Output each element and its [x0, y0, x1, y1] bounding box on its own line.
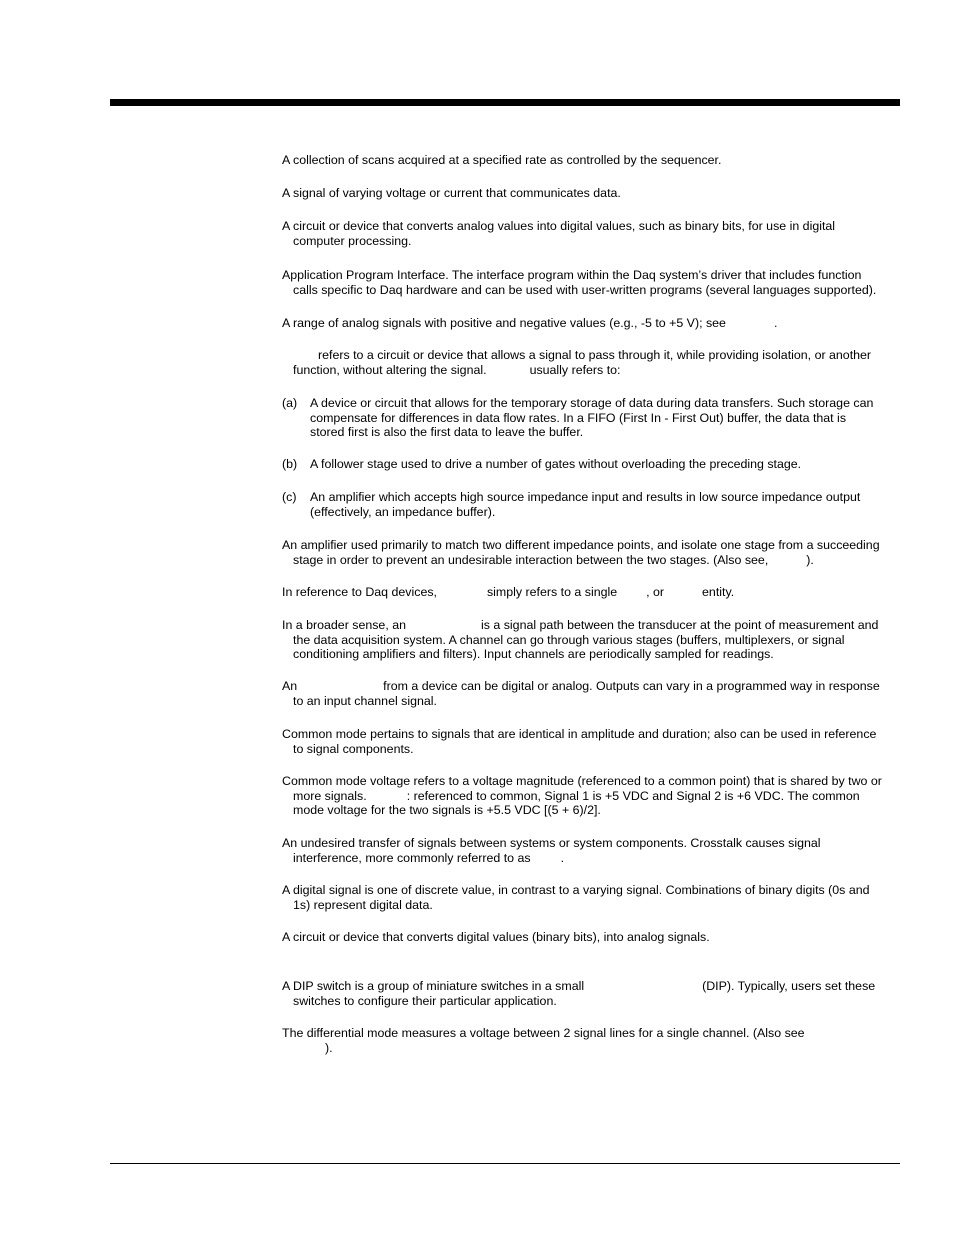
entry-text: . — [560, 850, 565, 865]
glossary-entry-crosstalk — [282, 836, 892, 865]
entry-text: stored first is also the first data to leave the buffer. — [310, 425, 584, 439]
glossary-entry-buffer — [282, 348, 892, 377]
entry-text: A signal of varying voltage or current that communicates data. — [282, 186, 621, 200]
entry-text-cont: the data acquisition system. A channel can go through various stages (buffers, multiplexers, or signal — [293, 632, 845, 647]
glossary-entry-analog — [282, 186, 892, 201]
entry-text-cont — [282, 789, 892, 804]
entry-text: Common mode pertains to signals that are identical in amplitude and duration; also can be used in reference — [282, 727, 877, 741]
subentry-label: (a) — [282, 396, 298, 410]
entry-text: entity. — [702, 585, 735, 599]
entry-text-cont: computer processing. — [293, 233, 412, 248]
glossary-entry-buffer-amplifier — [282, 538, 892, 567]
entry-text: In a broader sense, an — [282, 618, 406, 632]
entry-text: A follower stage used to drive a number of gates without overloading the preceding stage. — [310, 457, 802, 471]
entry-text: A circuit or device that converts analog values into digital values, such as binary bits, for use in digital — [282, 219, 836, 233]
glossary-entry-bipolar — [282, 316, 892, 331]
entry-text: ). — [806, 552, 814, 567]
entry-text: The differential mode measures a voltage between 2 signal lines for a single channel. (Also see — [282, 1026, 805, 1040]
entry-text: In reference to Daq devices, — [282, 585, 437, 599]
entry-text-cont: 1s) represent digital data. — [293, 897, 433, 912]
entry-text-cont: switches to configure their particular application. — [293, 993, 557, 1008]
entry-text: A device or circuit that allows for the temporary storage of data during data transfers. Such storage can — [310, 396, 874, 410]
entry-text: usually refers to: — [529, 362, 621, 377]
entry-text: Application Program Interface. The interface program within the Daq system’s driver that includes function — [282, 268, 862, 282]
entry-text-cont — [282, 553, 892, 568]
entry-text-cont: to signal components. — [293, 741, 414, 756]
entry-text: from a device can be digital or analog. Outputs can vary in a programmed way in response — [383, 679, 880, 693]
entry-text: stage in order to prevent an undesirable interaction between the two stages. (Also see, — [293, 552, 769, 567]
entry-text: , or — [646, 585, 665, 599]
entry-text: A DIP switch is a group of miniature switches in a small — [282, 979, 585, 993]
glossary-entry-channel — [282, 585, 892, 600]
entry-text: . — [773, 316, 778, 330]
glossary-entry-common-mode — [282, 727, 892, 756]
glossary-entry-adc — [282, 219, 892, 248]
entry-text: A range of analog signals with positive and negative values (e.g., -5 to +5 V); see — [282, 316, 726, 330]
entry-text: function, without altering the signal. — [293, 362, 487, 377]
glossary-subentry-c — [282, 490, 892, 519]
glossary-entry-input-channel — [282, 618, 892, 662]
entry-text-cont: to an input channel signal. — [293, 693, 437, 708]
entry-text: refers to a circuit or device that allows a signal to pass through it, while providing isolation, or another — [318, 348, 872, 362]
entry-text-cont: calls specific to Daq hardware and can be used with user-written programs (several languages supported). — [293, 282, 877, 297]
entry-text-cont: conditioning amplifiers and filters). Input channels are periodically sampled for readings. — [293, 647, 774, 661]
glossary-entry-api — [282, 268, 892, 297]
entry-text: (DIP). Typically, users set these — [702, 979, 876, 993]
header-rule — [110, 99, 900, 106]
glossary-entry-output-channel — [282, 679, 892, 708]
glossary-entry-common-mode-voltage — [282, 774, 892, 818]
entry-text-cont — [282, 851, 892, 866]
entry-text-cont — [282, 363, 892, 378]
subentry-label: (c) — [282, 490, 297, 504]
entry-text: : referenced to common, Signal 1 is +5 VDC and Signal 2 is +6 VDC. The common — [406, 788, 860, 803]
entry-text-cont: mode voltage for the two signals is +5.5 VDC [(5 + 6)/2]. — [293, 803, 601, 817]
glossary-entry-dac — [282, 930, 892, 945]
subentry-label: (b) — [282, 457, 298, 471]
glossary-entry-digital — [282, 883, 892, 912]
entry-text-cont — [282, 1041, 892, 1056]
entry-text: compensate for differences in data flow rates. In a FIFO (First In - First Out) buffer, the data that is — [310, 410, 847, 425]
glossary-subentry-a — [282, 396, 892, 440]
entry-text: (effectively, an impedance buffer). — [310, 504, 496, 519]
entry-text: An undesired transfer of signals between systems or system components. Crosstalk causes signal — [282, 836, 821, 850]
glossary-entry-dip-switch — [282, 979, 892, 1008]
entry-text: A collection of scans acquired at a specified rate as controlled by the sequencer. — [282, 153, 722, 167]
footer-rule — [110, 1163, 900, 1164]
entry-text: A digital signal is one of discrete value, in contrast to a varying signal. Combinations of binary digits (0s and — [282, 883, 870, 897]
entry-text: more signals. — [293, 788, 367, 803]
glossary-entry-acquisition — [282, 153, 892, 168]
entry-text: ). — [325, 1040, 333, 1055]
entry-text: Common mode voltage refers to a voltage magnitude (referenced to a common point) that is shared by two or — [282, 774, 882, 788]
entry-text: An — [282, 679, 298, 693]
entry-text: simply refers to a single — [486, 585, 618, 599]
glossary-entry-differential-mode — [282, 1026, 892, 1055]
entry-text: An amplifier used primarily to match two different impedance points, and isolate one stage from a succeeding — [282, 538, 880, 552]
entry-text: A circuit or device that converts digital values (binary bits), into analog signals. — [282, 930, 710, 944]
entry-text: An amplifier which accepts high source impedance input and results in low source impedance output — [310, 490, 861, 504]
glossary-subentry-b — [282, 457, 892, 472]
entry-text: is a signal path between the transducer at the point of measurement and — [481, 618, 879, 632]
entry-text: interference, more commonly referred to as — [293, 850, 531, 865]
